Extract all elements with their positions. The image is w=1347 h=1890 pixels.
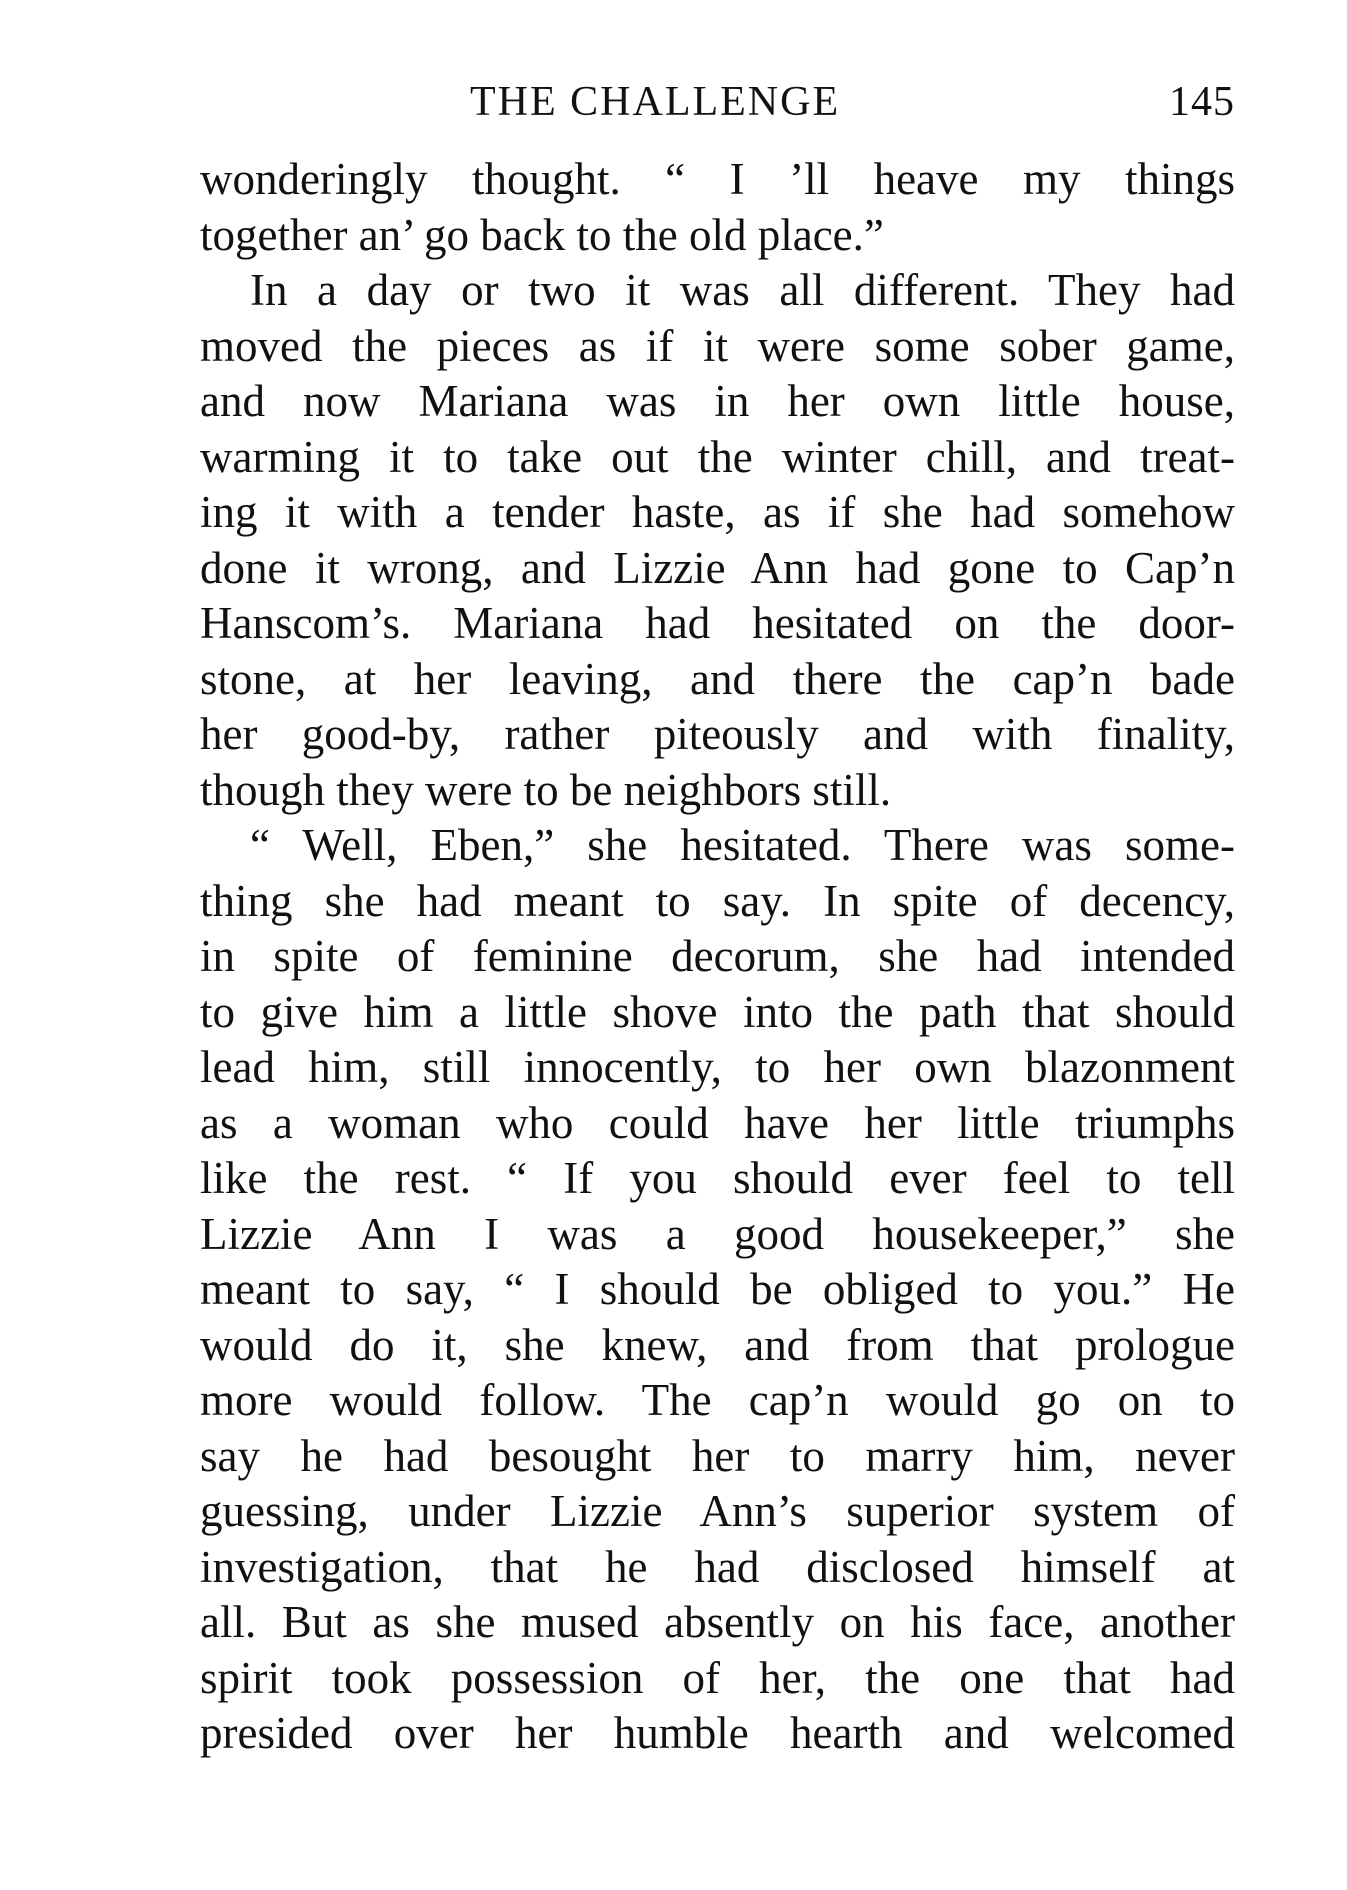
page-number: 145 — [1169, 79, 1235, 125]
text-line: presided over her humble hearth and welcomed — [200, 1708, 1235, 1758]
text-line: as a woman who could have her little triumphs — [200, 1097, 1235, 1148]
text-line: stone, at her leaving, and there the cap’n bade — [200, 653, 1235, 704]
running-title: THE CHALLENGE — [470, 79, 841, 125]
text-line: lead him, still innocently, to her own blazonment — [200, 1042, 1235, 1092]
text-line: to give him a little shove into the path that should — [200, 986, 1235, 1037]
text-line: and now Mariana was in her own little house, — [200, 376, 1235, 426]
text-line: together an’ go back to the old place.” — [200, 209, 884, 260]
text-line: her good-by, rather piteously and with finality, — [200, 709, 1235, 759]
text-line: wonderingly thought. “ I ’ll heave my things — [200, 154, 1235, 204]
text-line: warming it to take out the winter chill, and treat- — [200, 431, 1235, 482]
text-line: more would follow. The cap’n would go on to — [200, 1375, 1235, 1425]
text-line: spirit took possession of her, the one that had — [200, 1652, 1235, 1703]
text-line: thing she had meant to say. In spite of decency, — [200, 875, 1235, 926]
paragraph-first-line: “ Well, Eben,” she hesitated. There was some- — [250, 820, 1235, 870]
text-line: would do it, she knew, and from that prologue — [200, 1319, 1235, 1370]
text-line: guessing, under Lizzie Ann’s superior system of — [200, 1486, 1235, 1536]
text-line: in spite of feminine decorum, she had intended — [200, 931, 1235, 981]
text-line: all. But as she mused absently on his face, another — [200, 1597, 1235, 1647]
text-line: though they were to be neighbors still. — [200, 764, 892, 815]
text-line: done it wrong, and Lizzie Ann had gone to Cap’n — [200, 542, 1235, 593]
text-line: like the rest. “ If you should ever feel to tell — [200, 1153, 1235, 1203]
body-text — [200, 152, 1235, 1762]
text-line: say he had besought her to marry him, never — [200, 1430, 1235, 1481]
text-line: meant to say, “ I should be obliged to you.” He — [200, 1264, 1235, 1314]
text-line: investigation, that he had disclosed himself at — [200, 1541, 1235, 1592]
paragraph-first-line: In a day or two it was all different. They had — [250, 265, 1235, 315]
text-line: Hanscom’s. Mariana had hesitated on the door- — [200, 598, 1235, 648]
text-line: ing it with a tender haste, as if she had somehow — [200, 487, 1235, 537]
text-line: moved the pieces as if it were some sober game, — [200, 320, 1235, 371]
page-header — [200, 72, 1235, 132]
text-line: Lizzie Ann I was a good housekeeper,” she — [200, 1208, 1235, 1259]
